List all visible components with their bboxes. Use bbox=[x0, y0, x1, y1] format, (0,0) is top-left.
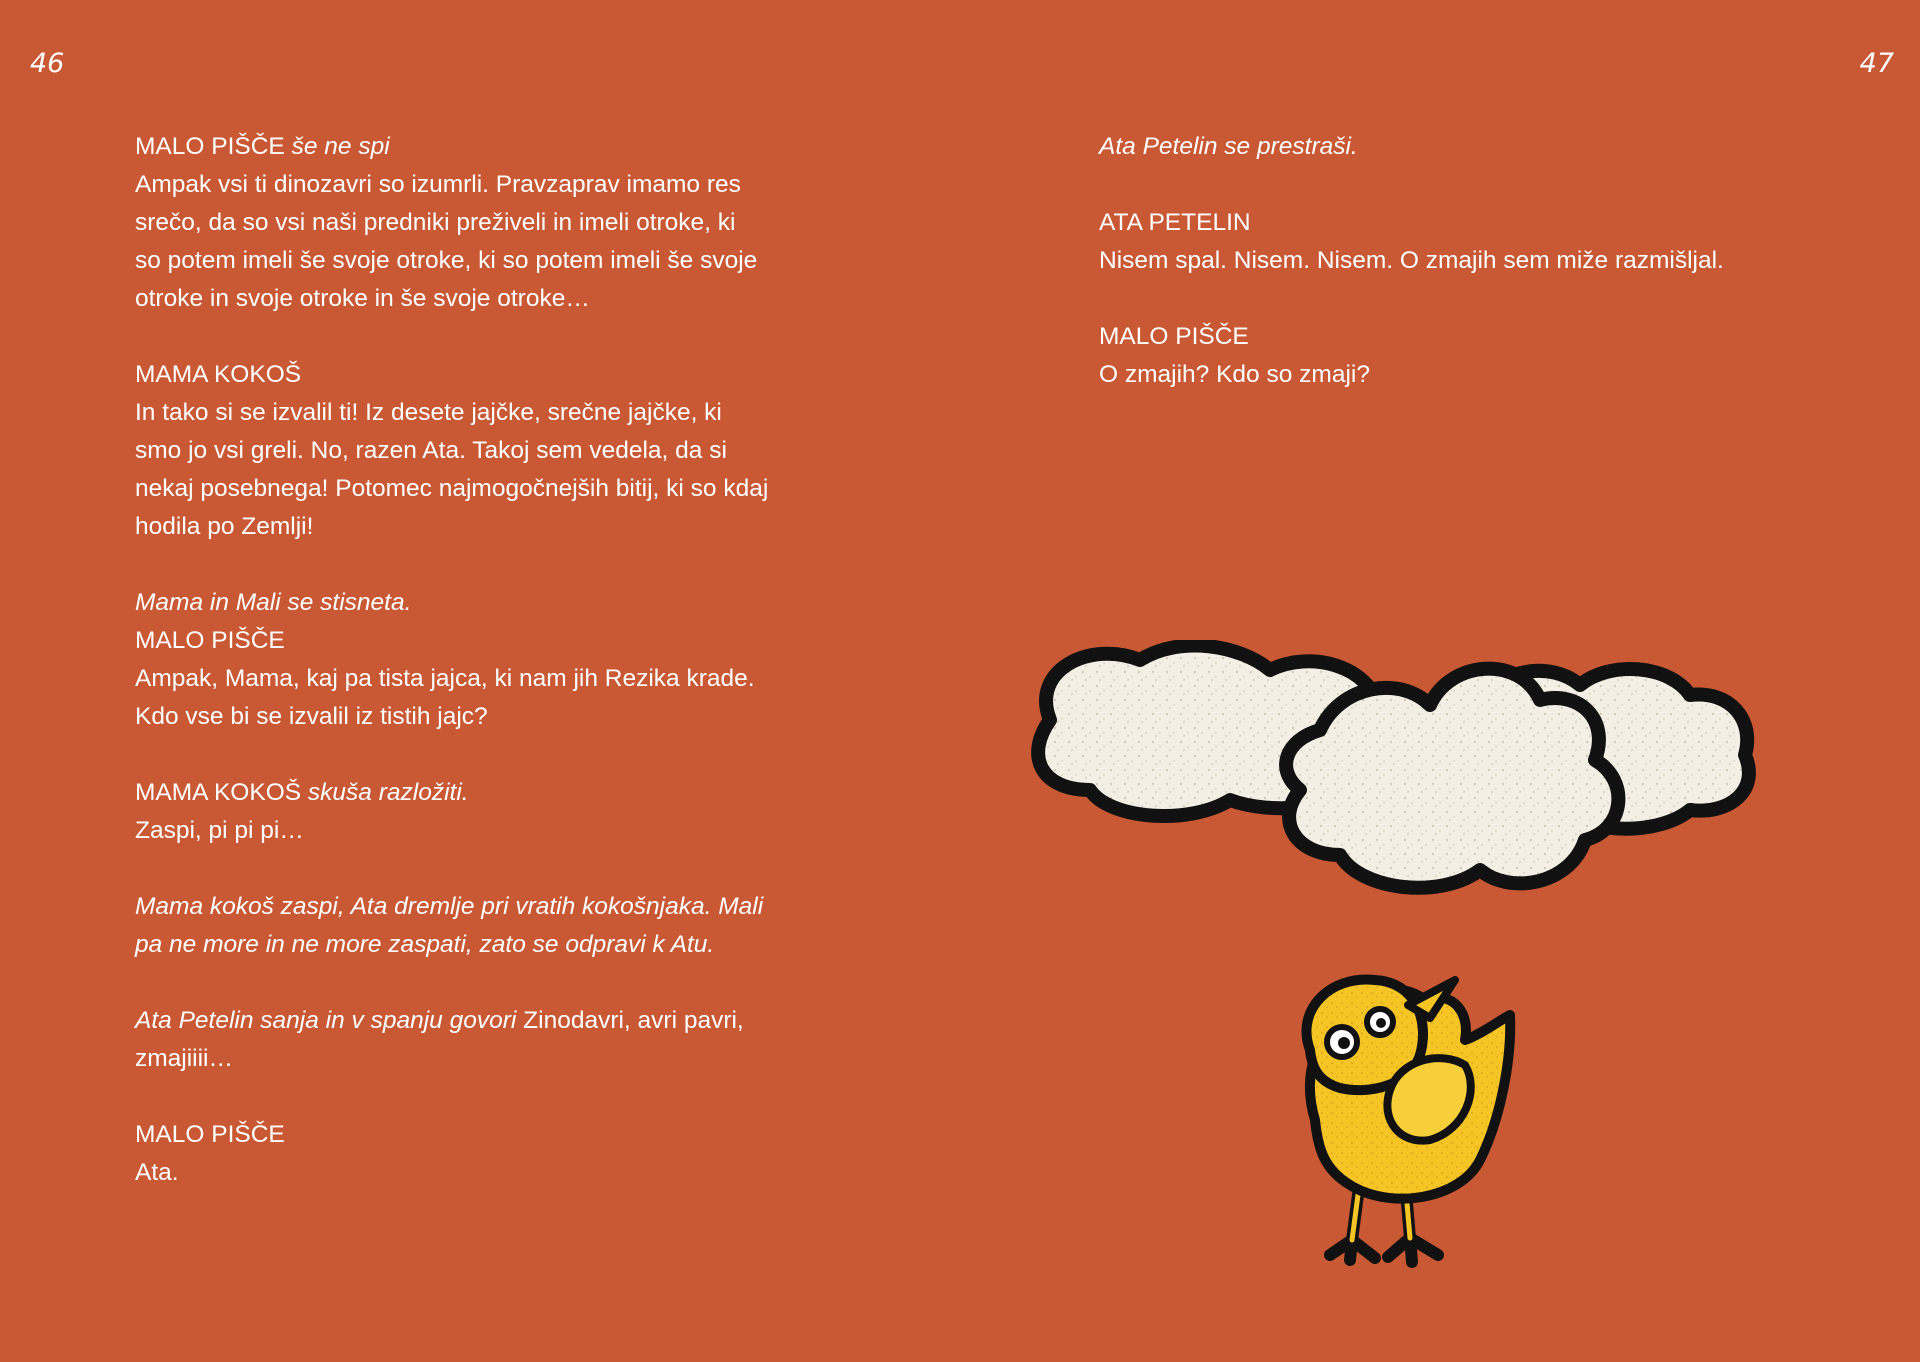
dialogue-block bbox=[135, 774, 815, 850]
cloud-chick-illustration bbox=[1010, 640, 1860, 1290]
dialogue-block bbox=[135, 584, 815, 736]
dialogue-line: Nisem spal. Nisem. Nisem. O zmajih sem miže razmišljal. bbox=[1099, 247, 1724, 274]
stage-direction: Mama in Mali se stisneta. bbox=[135, 589, 412, 616]
dialogue-line: so potem imeli še svoje otroke, ki so potem imeli še svoje bbox=[135, 247, 758, 274]
dialogue-line: srečo, da so vsi naši predniki preživeli in imeli otroke, ki bbox=[135, 209, 736, 236]
dialogue-block bbox=[135, 128, 815, 318]
dialogue-line: smo jo vsi greli. No, razen Ata. Takoj sem vedela, da si bbox=[135, 437, 727, 464]
stage-direction: Ata Petelin sanja in v spanju govori bbox=[135, 1007, 517, 1034]
dialogue-block bbox=[135, 1002, 815, 1078]
dialogue-line: Kdo vse bi se izvalil iz tistih jajc? bbox=[135, 703, 488, 730]
dialogue-block bbox=[1099, 204, 1799, 280]
left-page-text bbox=[135, 128, 815, 1230]
speaker-name: MAMA KOKOŠ bbox=[135, 779, 302, 806]
speaker-name: MALO PIŠČE bbox=[135, 627, 285, 654]
dialogue-line: Ampak vsi ti dinozavri so izumrli. Pravzaprav imamo res bbox=[135, 171, 741, 198]
speaker-name: MALO PIŠČE bbox=[1099, 323, 1249, 350]
cloud-group bbox=[1038, 646, 1749, 888]
speaker-name: MALO PIŠČE bbox=[135, 1121, 285, 1148]
speaker-name: MALO PIŠČE bbox=[135, 133, 285, 160]
dialogue-line: Zinodavri, avri pavri, bbox=[523, 1007, 744, 1034]
dialogue-block bbox=[135, 1116, 815, 1192]
stage-direction: pa ne more in ne more zaspati, zato se odpravi k Atu. bbox=[135, 931, 715, 958]
stage-direction-block bbox=[135, 888, 815, 964]
dialogue-line: Ampak, Mama, kaj pa tista jajca, ki nam jih Rezika krade. bbox=[135, 665, 755, 692]
dialogue-block bbox=[1099, 318, 1799, 394]
dialogue-line: hodila po Zemlji! bbox=[135, 513, 314, 540]
stage-direction: še ne spi bbox=[291, 133, 390, 160]
cloud-middle bbox=[1286, 669, 1618, 888]
dialogue-line: nekaj posebnega! Potomec najmogočnejših bitij, ki so kdaj bbox=[135, 475, 769, 502]
dialogue-line: zmajiiii… bbox=[135, 1045, 233, 1072]
stage-direction: Mama kokoš zaspi, Ata dremlje pri vratih kokošnjaka. Mali bbox=[135, 893, 764, 920]
page-number-right: 47 bbox=[1859, 48, 1894, 79]
stage-direction-block bbox=[1099, 128, 1799, 166]
dialogue-line: In tako si se izvalil ti! Iz desete jajčke, srečne jajčke, ki bbox=[135, 399, 722, 426]
dialogue-line: O zmajih? Kdo so zmaji? bbox=[1099, 361, 1370, 388]
dialogue-line: Ata. bbox=[135, 1159, 179, 1186]
right-page-text bbox=[1099, 128, 1799, 432]
dialogue-block bbox=[135, 356, 815, 546]
page-number-left: 46 bbox=[30, 48, 65, 79]
speaker-name: ATA PETELIN bbox=[1099, 209, 1251, 236]
speaker-name: MAMA KOKOŠ bbox=[135, 361, 302, 388]
dialogue-line: Zaspi, pi pi pi… bbox=[135, 817, 304, 844]
stage-direction: Ata Petelin se prestraši. bbox=[1099, 133, 1358, 160]
stage-direction: skuša razložiti. bbox=[307, 779, 469, 806]
chick bbox=[1306, 980, 1510, 1262]
dialogue-line: otroke in svoje otroke in še svoje otroke… bbox=[135, 285, 590, 312]
